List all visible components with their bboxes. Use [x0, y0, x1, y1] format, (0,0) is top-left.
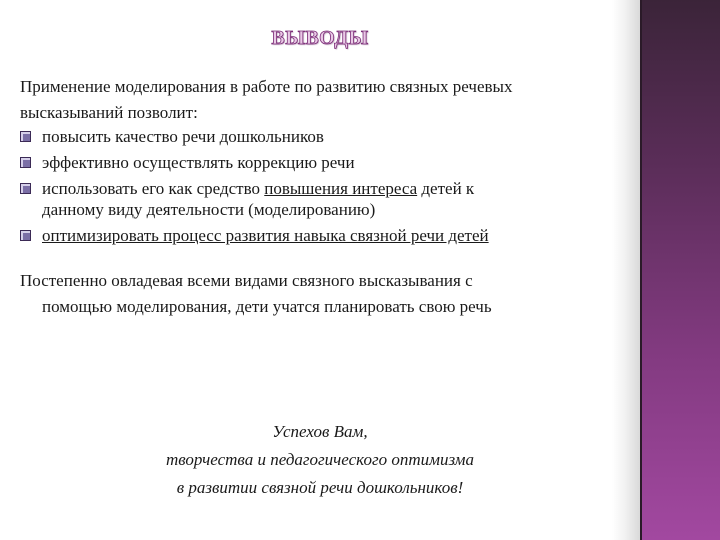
bullet-item	[20, 225, 610, 246]
bullet-text-before: использовать его как средство	[42, 179, 265, 198]
intro-line-2: высказываний позволит:	[20, 103, 198, 122]
bullet-item	[20, 178, 610, 220]
closing-line-3: в развитии связной речи дошкольников!	[176, 478, 464, 497]
bullet-text-after: детей к	[417, 179, 475, 198]
square-bullet-icon	[20, 131, 31, 142]
bullet-text-underlined: повышения интереса	[264, 179, 418, 198]
bullet-text: повысить качество речи дошкольников	[42, 127, 324, 146]
slide-content	[20, 74, 610, 320]
bullet-item	[20, 126, 610, 147]
bullet-item	[20, 152, 610, 173]
bullet-text-line-2: данному виду деятельности (моделированию)	[42, 200, 376, 219]
slide-title: ВЫВОДЫ	[271, 27, 369, 49]
summary-line-2: помощью моделирования, дети учатся планировать свою речь	[42, 297, 492, 316]
square-bullet-icon	[20, 183, 31, 194]
bullet-text-underlined: оптимизировать процесс развития навыка связной речи детей	[42, 226, 489, 245]
bullet-text: эффективно осуществлять коррекцию речи	[42, 153, 355, 172]
square-bullet-icon	[20, 157, 31, 168]
summary-paragraph	[20, 268, 610, 320]
summary-line-1: Постепенно овладевая всеми видами связного высказывания с	[20, 271, 473, 290]
square-bullet-icon	[20, 230, 31, 241]
bullet-list	[20, 126, 610, 246]
closing-wish	[0, 418, 640, 502]
closing-line-2: творчества и педагогического оптимизма	[165, 450, 475, 469]
intro-text	[20, 74, 610, 126]
closing-line-1: Успехов Вам,	[272, 422, 368, 441]
intro-line-1: Применение моделирования в работе по развитию связных речевых	[20, 77, 513, 96]
side-decorative-band	[640, 0, 720, 540]
